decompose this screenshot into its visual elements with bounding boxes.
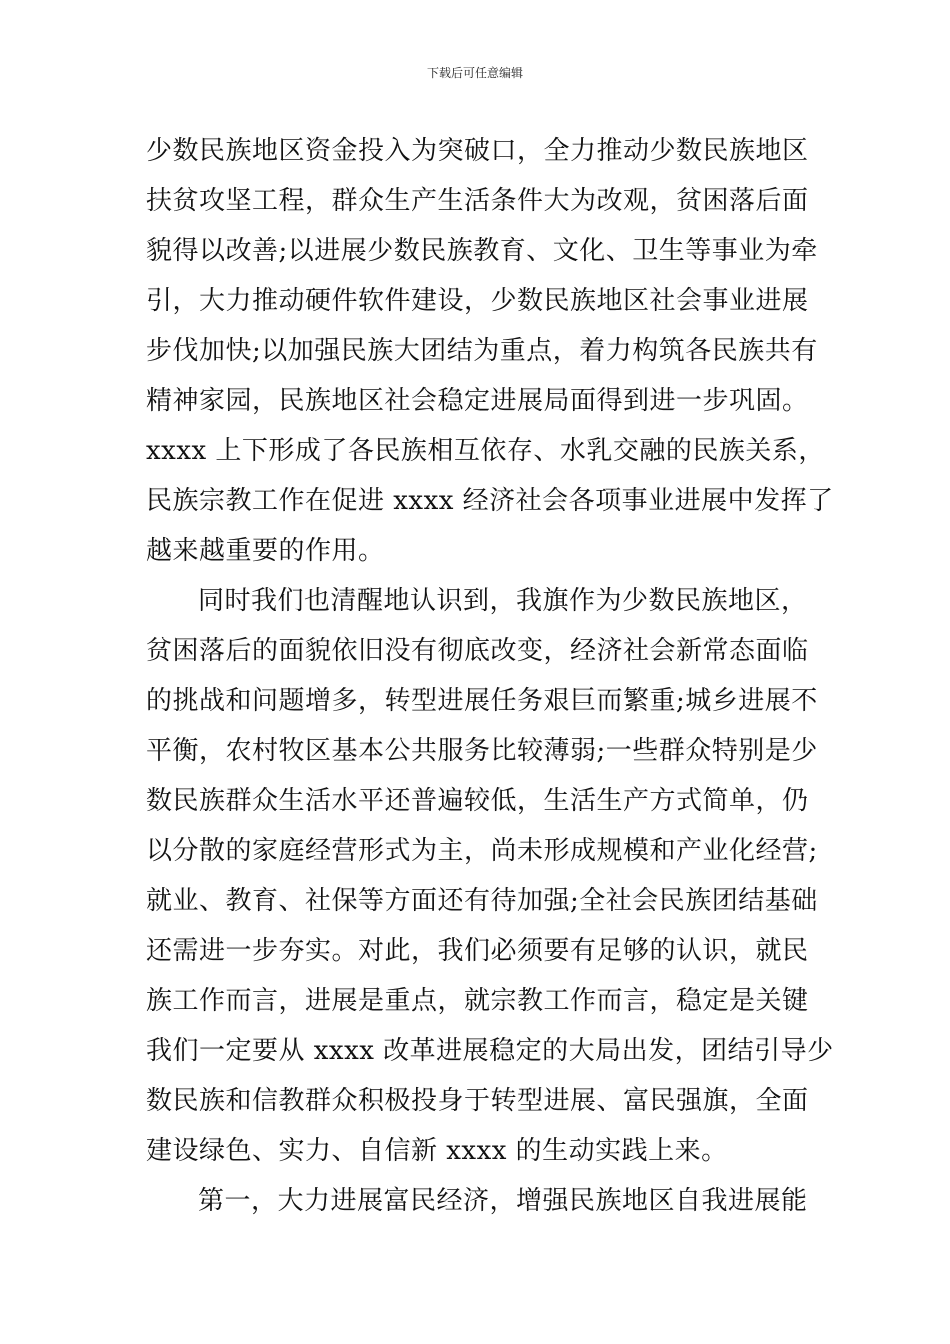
page-header: 下载后可任意编辑	[426, 66, 523, 80]
text-line: xxxx 上下形成了各民族相互依存、水乳交融的民族关系，	[146, 436, 825, 466]
text-line: 以分散的家庭经营形式为主，尚未形成规模和产业化经营;	[146, 836, 818, 866]
text-line: 我们一定要从 xxxx 改革进展稳定的大局出发，团结引导少	[146, 1036, 834, 1066]
document-body	[146, 126, 834, 1226]
text-line: 数民族群众生活水平还普遍较低，生活生产方式简单，仍	[146, 786, 809, 816]
text-line: 就业、教育、社保等方面还有待加强;全社会民族团结基础	[146, 886, 818, 916]
text-line: 族工作而言，进展是重点，就宗教工作而言，稳定是关键	[146, 986, 809, 1016]
text-line: 还需进一步夯实。对此，我们必须要有足够的认识，就民	[146, 936, 809, 966]
text-line: 少数民族地区资金投入为突破口，全力推动少数民族地区	[146, 136, 809, 166]
text-line: 扶贫攻坚工程，群众生产生活条件大为改观，贫困落后面	[146, 186, 809, 216]
text-line: 数民族和信教群众积极投身于转型进展、富民强旗，全面	[146, 1086, 809, 1116]
text-line: 平衡，农村牧区基本公共服务比较薄弱;一些群众特别是少	[146, 736, 818, 766]
text-line: 步伐加快;以加强民族大团结为重点，着力构筑各民族共有	[146, 336, 818, 366]
text-line: 民族宗教工作在促进 xxxx 经济社会各项事业进展中发挥了	[146, 486, 834, 516]
text-line: 精神家园，民族地区社会稳定进展局面得到进一步巩固。	[146, 386, 809, 416]
text-line: 建设绿色、实力、自信新 xxxx 的生动实践上来。	[146, 1136, 728, 1166]
text-line: 的挑战和问题增多，转型进展任务艰巨而繁重;城乡进展不	[146, 686, 818, 716]
text-line: 越来越重要的作用。	[146, 536, 385, 566]
text-line: 貌得以改善;以进展少数民族教育、文化、卫生等事业为牵	[146, 236, 818, 266]
paragraph-first-line: 第一，大力进展富民经济，增强民族地区自我进展能	[198, 1186, 808, 1216]
text-line: 引，大力推动硬件软件建设，少数民族地区社会事业进展	[146, 286, 809, 316]
paragraph-first-line: 同时我们也清醒地认识到，我旗作为少数民族地区，	[198, 586, 808, 616]
text-line: 贫困落后的面貌依旧没有彻底改变，经济社会新常态面临	[146, 636, 809, 666]
